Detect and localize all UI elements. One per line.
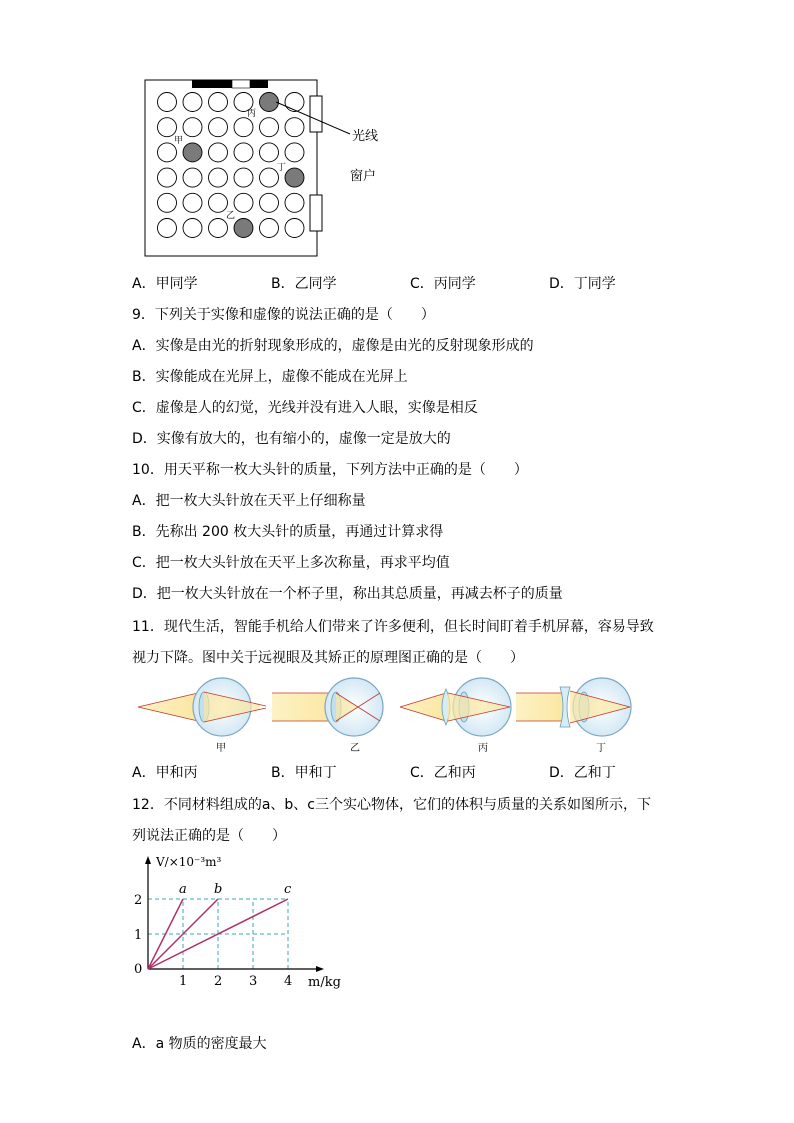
q9-stem: 9．下列关于实像和虚像的说法正确的是（ ） bbox=[132, 307, 435, 323]
label-window: 窗户 bbox=[350, 169, 377, 184]
seat bbox=[183, 168, 202, 187]
seat bbox=[285, 193, 304, 212]
q10-option-a[interactable]: A．把一枚大头针放在天平上仔细称量 bbox=[132, 493, 366, 509]
seat bbox=[285, 93, 304, 112]
window-top bbox=[310, 96, 322, 132]
seat bbox=[209, 143, 228, 162]
series-label-c: c bbox=[284, 882, 292, 897]
seat bbox=[285, 219, 304, 238]
seat bbox=[183, 118, 202, 137]
seat bbox=[209, 168, 228, 187]
seat bbox=[234, 193, 253, 212]
seat bbox=[158, 193, 177, 212]
seat bbox=[183, 93, 202, 112]
seat-ding bbox=[285, 168, 304, 187]
origin-label: 0 bbox=[134, 962, 143, 977]
seat bbox=[260, 219, 279, 238]
q12-stem-line2: 列说法正确的是（ ） bbox=[132, 828, 286, 844]
seat bbox=[260, 193, 279, 212]
seat bbox=[158, 93, 177, 112]
eye-diagram-bing bbox=[400, 678, 511, 754]
q11-stem-line2: 视力下降。图中关于远视眼及其矫正的原理图正确的是（ ） bbox=[132, 650, 524, 666]
q11-option-d[interactable]: D．乙和丁 bbox=[549, 765, 616, 781]
window-pointer bbox=[322, 114, 350, 172]
classroom-option-b[interactable]: B．乙同学 bbox=[271, 276, 337, 292]
classroom-option-a[interactable]: A．甲同学 bbox=[132, 276, 198, 292]
eye-label-bing: 丙 bbox=[478, 743, 488, 754]
series-label-a: a bbox=[179, 882, 187, 897]
seat bbox=[209, 118, 228, 137]
q9-option-d[interactable]: D．实像有放大的，也有缩小的，虚像一定是放大的 bbox=[132, 431, 451, 447]
seat-yi bbox=[234, 219, 253, 238]
x-axis-arrow bbox=[316, 966, 324, 972]
classroom-option-d[interactable]: D．丁同学 bbox=[549, 276, 616, 292]
seat bbox=[234, 168, 253, 187]
eye-diagram-jia bbox=[138, 678, 266, 754]
eye-diagram-ding bbox=[516, 678, 631, 754]
q11-option-c[interactable]: C．乙和丙 bbox=[410, 765, 476, 781]
eye-label-ding: 丁 bbox=[596, 743, 606, 754]
eye-label-yi: 乙 bbox=[350, 743, 360, 754]
x-tick-label: 2 bbox=[214, 974, 223, 989]
eye-label-jia: 甲 bbox=[216, 743, 226, 754]
seat bbox=[158, 168, 177, 187]
q10-option-d[interactable]: D．把一枚大头针放在一个杯子里，称出其总质量，再减去杯子的质量 bbox=[132, 586, 563, 602]
label-jia: 甲 bbox=[174, 136, 184, 146]
x-tick-label: 4 bbox=[284, 974, 293, 989]
q11-option-b[interactable]: B．甲和丁 bbox=[271, 765, 337, 781]
y-axis-label: V/×10⁻³m³ bbox=[156, 855, 222, 869]
y-tick-label: 1 bbox=[134, 928, 143, 943]
seat bbox=[183, 219, 202, 238]
eye-diagrams bbox=[132, 675, 642, 760]
q9-option-b[interactable]: B．实像能成在光屏上，虚像不能成在光屏上 bbox=[132, 369, 408, 385]
seat bbox=[209, 193, 228, 212]
y-axis-arrow bbox=[145, 856, 151, 864]
label-light: 光线 bbox=[352, 129, 379, 144]
series-label-b: b bbox=[214, 882, 223, 897]
seat-bing bbox=[260, 93, 279, 112]
q11-stem-line1: 11．现代生活，智能手机给人们带来了许多便利，但长时间盯着手机屏幕，容易导致 bbox=[132, 619, 654, 635]
q12-option-a[interactable]: A．a 物质的密度最大 bbox=[132, 1036, 267, 1052]
seat bbox=[260, 168, 279, 187]
seat bbox=[234, 143, 253, 162]
seat bbox=[158, 219, 177, 238]
seat bbox=[260, 143, 279, 162]
q10-option-c[interactable]: C．把一枚大头针放在天平上多次称量，再求平均值 bbox=[132, 555, 450, 571]
seat-jia bbox=[183, 143, 202, 162]
label-yi: 乙 bbox=[226, 211, 236, 221]
label-ding: 丁 bbox=[277, 163, 287, 173]
blackboard-gap bbox=[232, 80, 250, 88]
q10-stem: 10．用天平称一枚大头针的质量，下列方法中正确的是（ ） bbox=[132, 462, 528, 478]
eye-diagram-yi bbox=[272, 678, 383, 754]
x-tick-label: 3 bbox=[249, 974, 258, 989]
seat bbox=[260, 118, 279, 137]
q12-stem-line1: 12．不同材料组成的a、b、c三个实心物体，它们的体积与质量的关系如图所示，下 bbox=[132, 797, 651, 813]
y-tick-label: 2 bbox=[134, 893, 143, 908]
seat bbox=[285, 143, 304, 162]
label-bing: 丙 bbox=[247, 109, 257, 119]
q11-option-a[interactable]: A．甲和丙 bbox=[132, 765, 198, 781]
seat bbox=[285, 118, 304, 137]
seat bbox=[209, 219, 228, 238]
seat bbox=[158, 118, 177, 137]
x-tick-label: 1 bbox=[179, 974, 188, 989]
classroom-option-c[interactable]: C．丙同学 bbox=[410, 276, 476, 292]
q9-option-a[interactable]: A．实像是由光的折射现象形成的，虚像是由光的反射现象形成的 bbox=[132, 338, 534, 354]
blackboard bbox=[192, 80, 268, 88]
seat bbox=[234, 118, 253, 137]
volume-mass-chart bbox=[128, 852, 358, 997]
q9-option-c[interactable]: C．虚像是人的幻觉，光线并没有进入人眼，实像是相反 bbox=[132, 400, 478, 416]
seat bbox=[209, 93, 228, 112]
classroom-diagram bbox=[138, 74, 398, 264]
x-axis-label: m/kg bbox=[308, 975, 341, 990]
seat bbox=[183, 193, 202, 212]
q10-option-b[interactable]: B．先称出 200 枚大头针的质量，再通过计算求得 bbox=[132, 524, 444, 540]
window-bottom bbox=[310, 195, 322, 231]
